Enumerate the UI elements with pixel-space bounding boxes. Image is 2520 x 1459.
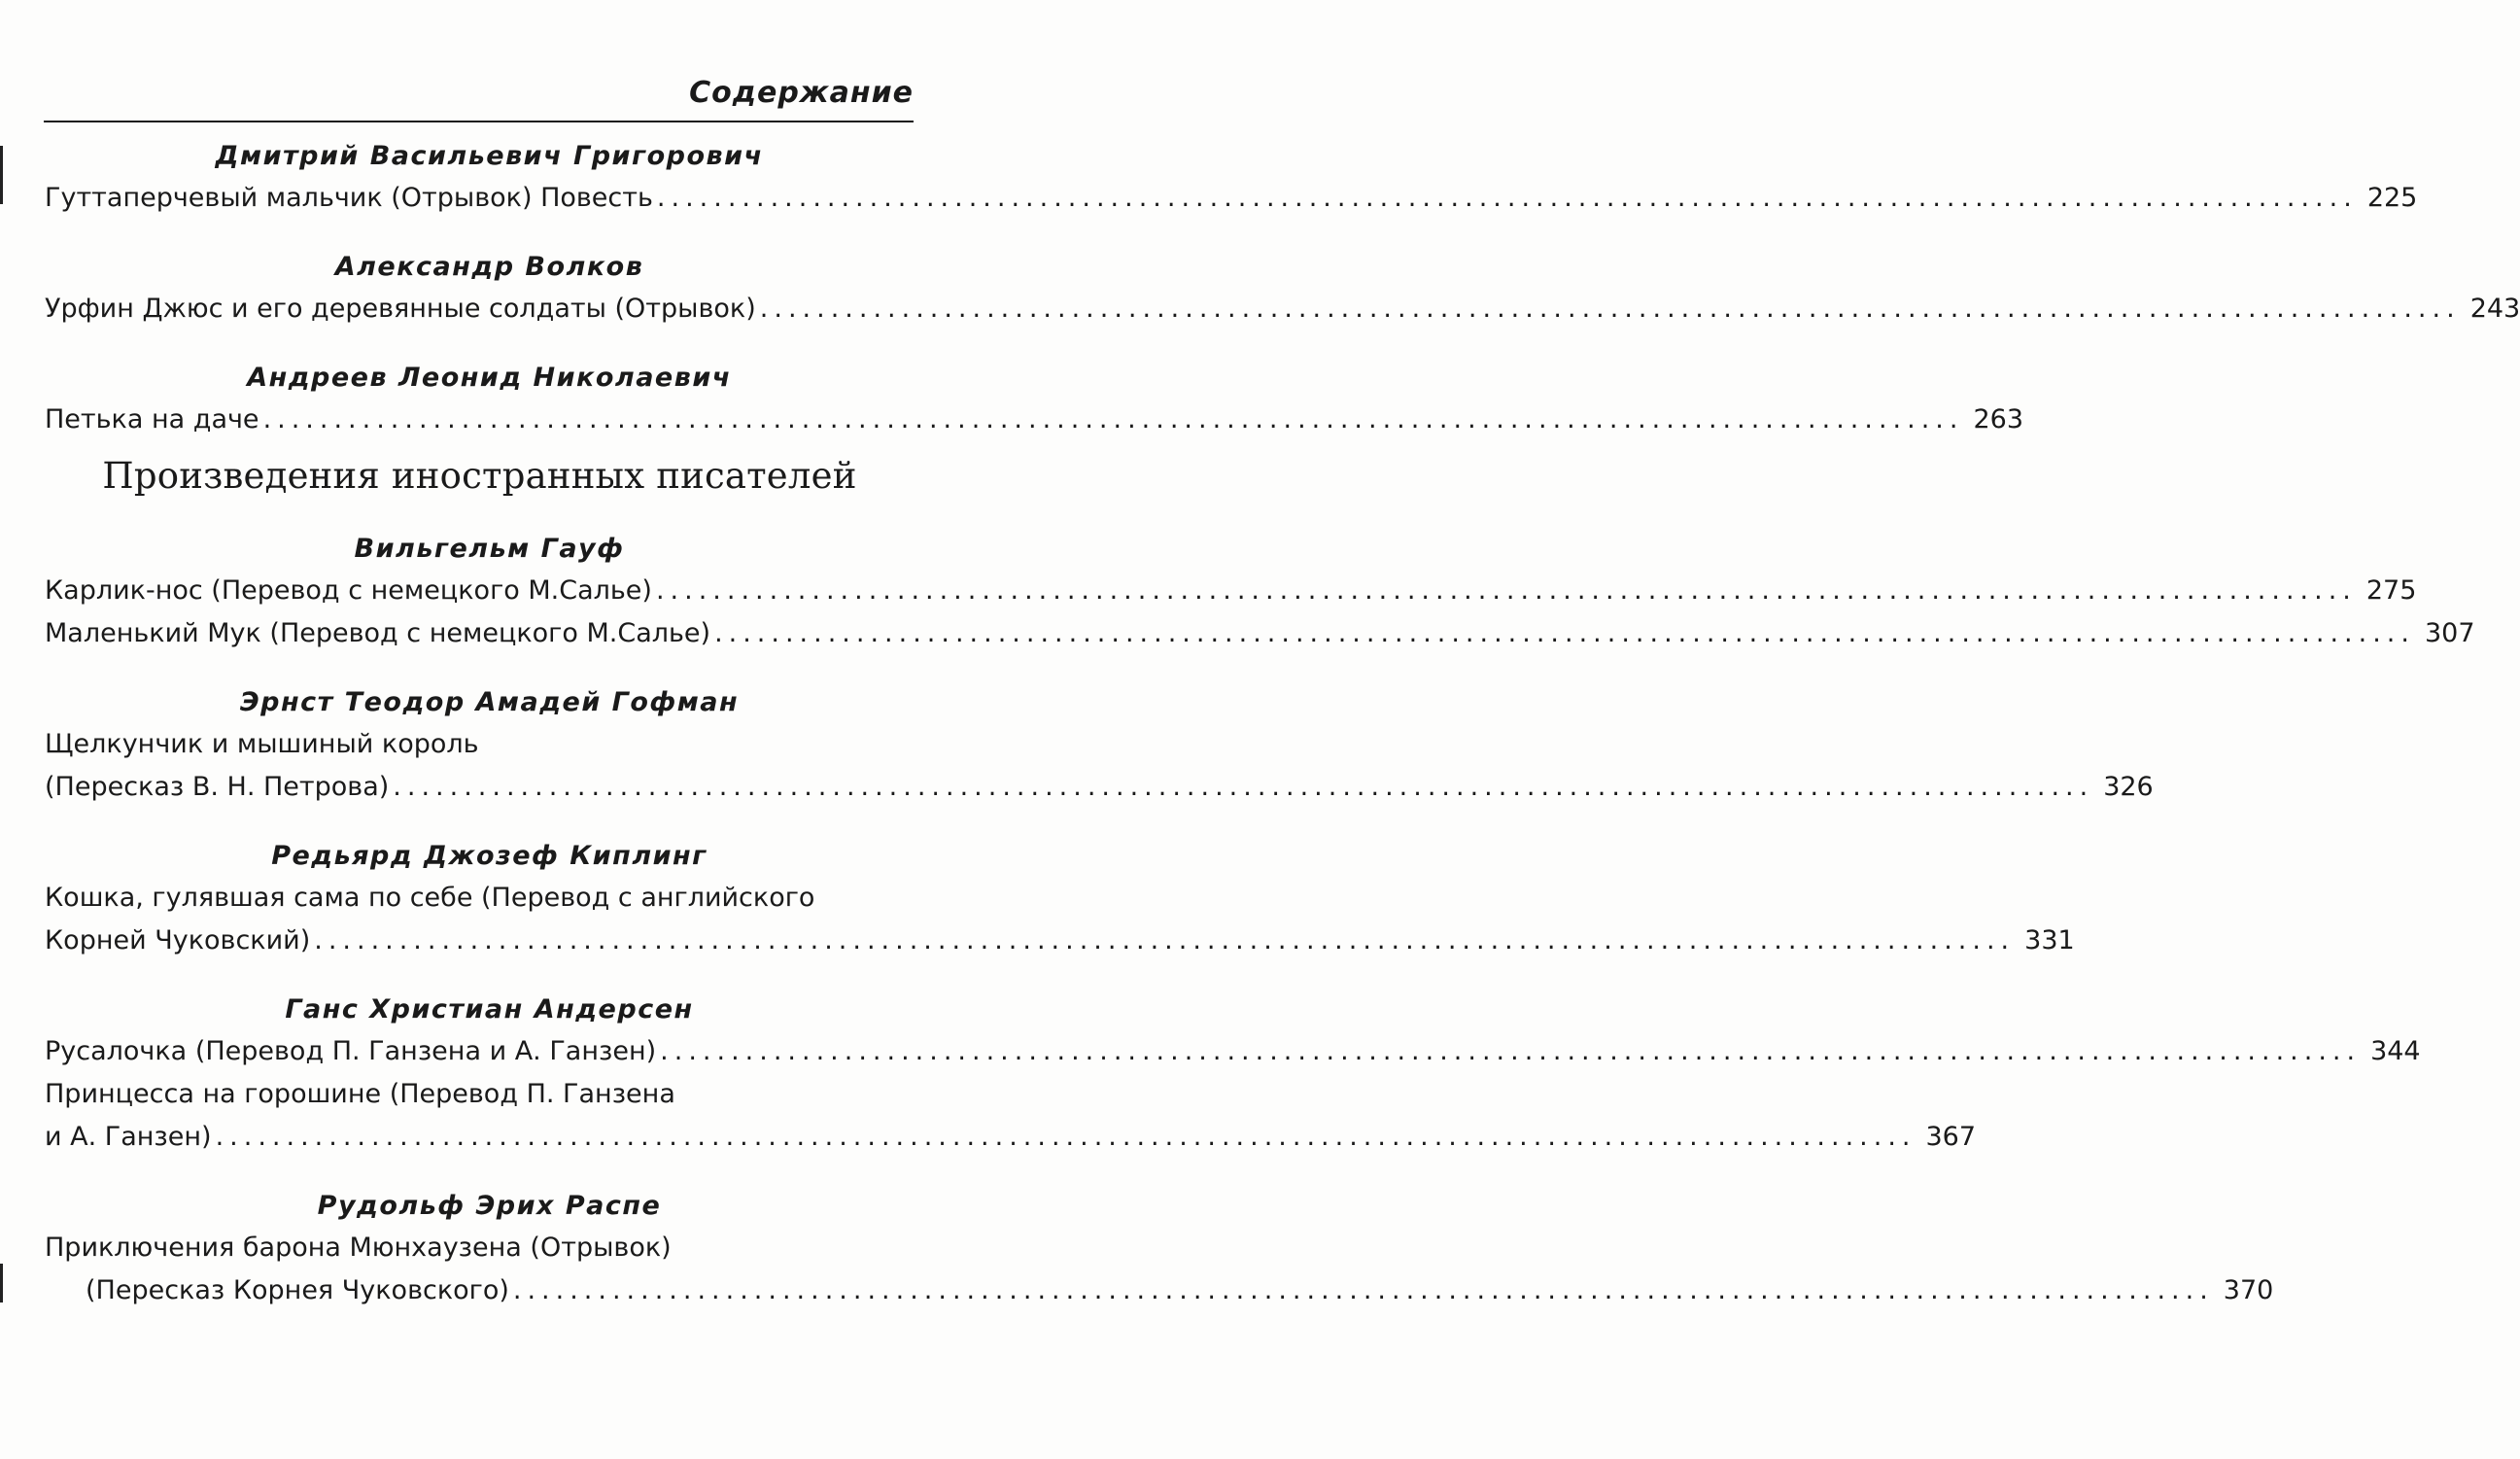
toc-group <box>45 136 2418 220</box>
entry-title: Принцесса на горошине (Перевод П. Ганзена <box>45 1079 675 1109</box>
table-of-contents <box>45 136 2520 1312</box>
author-name: Вильгельм Гауф <box>354 534 625 564</box>
page-number: 367 <box>1925 1122 1977 1152</box>
toc-entry[interactable] <box>45 1227 2274 1312</box>
entry-line <box>45 399 2024 441</box>
toc-group <box>45 247 2520 330</box>
entry-line <box>45 723 915 766</box>
entry-line <box>45 1227 915 1269</box>
author-name: Редьярд Джозеф Киплинг <box>271 841 708 871</box>
scan-edge-mark <box>0 1264 3 1303</box>
toc-group <box>45 990 2421 1159</box>
page-number: 344 <box>2370 1036 2421 1066</box>
dot-leader: ........................................................................................................................ <box>215 1122 1916 1152</box>
dot-leader: ........................................................................................................................ <box>393 772 2094 802</box>
entry-title: Корней Чуковский) <box>45 925 311 955</box>
toc-entry[interactable] <box>45 1073 1977 1159</box>
entry-title: Кошка, гулявшая сама по себе (Перевод с английского <box>45 883 815 913</box>
page-number: 243 <box>2469 294 2520 324</box>
entry-title: и А. Ганзен) <box>45 1122 212 1152</box>
toc-group <box>45 836 2075 962</box>
entry-line <box>45 570 2417 612</box>
group-spacer <box>45 962 915 990</box>
entry-line <box>45 1269 2274 1312</box>
entry-line <box>45 877 915 920</box>
group-spacer <box>45 655 915 682</box>
author-name: Андреев Леонид Николаевич <box>247 363 732 393</box>
page-header <box>44 76 914 122</box>
toc-group <box>45 682 2154 809</box>
page-number: 307 <box>2424 618 2475 648</box>
author-name: Рудольф Эрих Распе <box>317 1191 662 1221</box>
dot-leader: ........................................................................................................................ <box>262 404 1964 434</box>
toc-entry[interactable] <box>45 723 2154 809</box>
toc-entry[interactable] <box>45 877 2075 962</box>
toc-group-list-foreign <box>45 529 2475 1312</box>
dot-leader: ........................................................................................................................ <box>660 1036 2362 1066</box>
scan-edge-mark <box>0 146 3 204</box>
dot-leader: ........................................................................................................................ <box>512 1275 2214 1305</box>
entry-line <box>45 1116 1977 1159</box>
page-number: 275 <box>2365 575 2417 606</box>
group-spacer <box>45 220 915 247</box>
entry-line <box>45 177 2418 220</box>
page-number: 326 <box>2103 772 2154 802</box>
entry-title: Маленький Мук (Перевод с немецкого М.Салье) <box>45 618 711 648</box>
entry-title: Карлик-нос (Перевод с немецкого М.Салье) <box>45 575 652 606</box>
toc-entry[interactable] <box>45 399 2024 441</box>
group-spacer <box>45 809 915 836</box>
author-name: Александр Волков <box>334 252 644 282</box>
author-name: Дмитрий Васильевич Григорович <box>215 141 764 171</box>
toc-entry[interactable] <box>45 177 2418 220</box>
toc-group <box>45 1186 2274 1312</box>
group-spacer <box>45 330 915 358</box>
entry-title: (Пересказ В. Н. Петрова) <box>45 772 390 802</box>
page-number: 370 <box>2223 1275 2274 1305</box>
toc-group-list-domestic <box>45 136 2520 441</box>
dot-leader: ........................................................................................................................ <box>759 294 2461 324</box>
entry-title: Гуттаперчевый мальчик (Отрывок) Повесть <box>45 183 653 213</box>
toc-entry[interactable] <box>45 570 2417 612</box>
entry-line <box>45 920 2075 962</box>
entry-line <box>45 1073 915 1116</box>
author-name: Эрнст Теодор Амадей Гофман <box>239 687 740 717</box>
group-spacer <box>45 1159 915 1186</box>
entry-line <box>45 1030 2421 1073</box>
entry-title: Щелкунчик и мышиный король <box>45 729 479 759</box>
dot-leader: ........................................................................................................................ <box>314 925 2016 955</box>
dot-leader: ........................................................................................................................ <box>714 618 2415 648</box>
dot-leader: ........................................................................................................................ <box>655 575 2357 606</box>
entry-line <box>45 288 2520 330</box>
entry-title: Петька на даче <box>45 404 259 434</box>
entry-title: Урфин Джюс и его деревянные солдаты (Отрывок) <box>45 294 756 324</box>
toc-entry[interactable] <box>45 288 2520 330</box>
page-number: 225 <box>2366 183 2418 213</box>
page-number: 331 <box>2024 925 2075 955</box>
page-number: 263 <box>1973 404 2024 434</box>
entry-line <box>45 766 2154 809</box>
toc-group <box>45 529 2475 655</box>
toc-entry[interactable] <box>45 612 2475 655</box>
entry-title: Приключения барона Мюнхаузена (Отрывок) <box>45 1233 672 1263</box>
dot-leader: ........................................................................................................................ <box>656 183 2358 213</box>
page-title: Содержание <box>689 76 914 110</box>
entry-line <box>45 612 2475 655</box>
author-name: Ганс Христиан Андерсен <box>285 994 694 1025</box>
entry-title: Русалочка (Перевод П. Ганзена и А. Ганзен) <box>45 1036 657 1066</box>
entry-title: (Пересказ Корнея Чуковского) <box>86 1275 509 1305</box>
section-heading: Произведения иностранных писателей <box>102 455 857 497</box>
toc-group <box>45 358 2024 441</box>
toc-entry[interactable] <box>45 1030 2421 1073</box>
